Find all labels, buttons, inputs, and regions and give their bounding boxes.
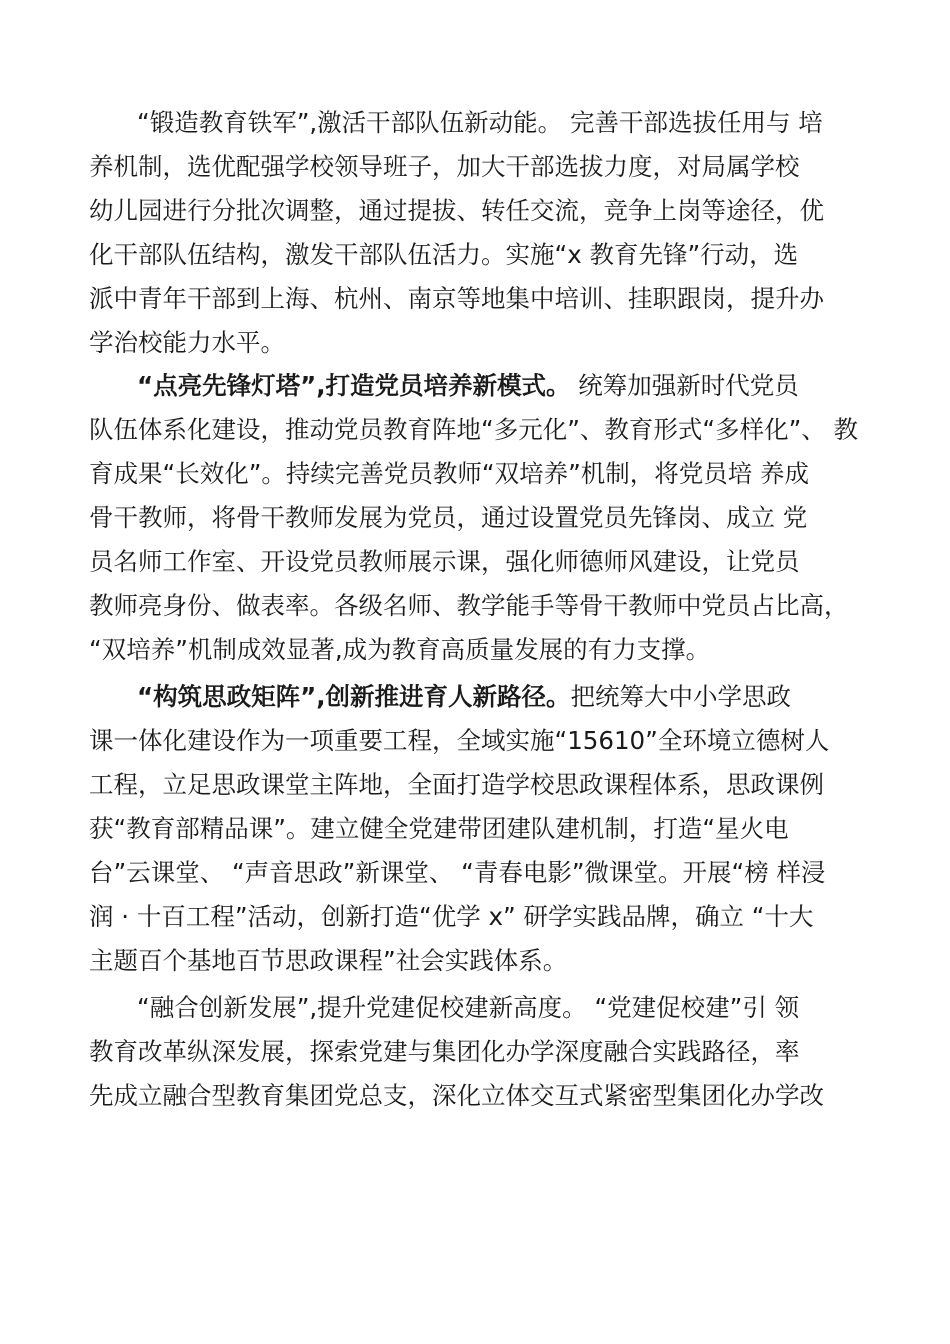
text-line: [89, 719, 829, 763]
text-line: [89, 321, 285, 365]
text-run: 获“教育部精品课”。建立健全党建带团建队建机制，打造“星火电: [89, 814, 789, 843]
paragraph-heading: “点亮先锋灯塔”,打造党员培养新模式。: [137, 371, 571, 400]
text-line: [89, 496, 807, 540]
text-run: 统筹加强新时代党员: [570, 371, 799, 400]
text-line: [89, 189, 824, 233]
text-run: 工程，立足思政课堂主阵地，全面打造学校思政课程体系，思政课例: [89, 770, 824, 799]
text-line: [137, 101, 823, 145]
text-run: 幼儿园进行分批次调整，通过提拔、转任交流，竞争上岗等途径，优: [89, 196, 824, 225]
paragraph-heading: “构筑思政矩阵”,创新推进育人新路径。: [137, 682, 571, 711]
text-run: 课一体化建设作为一项重要工程，全域实施“15610”全环境立德树人: [89, 726, 830, 755]
text-line: [89, 584, 849, 628]
text-run: 把统筹大中小学思政: [570, 682, 792, 711]
text-run: 学治校能力水平。: [89, 328, 285, 357]
text-line: [89, 851, 826, 895]
text-line: [89, 939, 567, 983]
text-run: 润 · 十百工程”活动，创新打造“优学 x” 研学实践品牌，确立 “十大: [89, 902, 814, 931]
text-line: [89, 763, 824, 807]
text-line: [137, 675, 791, 719]
text-line: [89, 628, 710, 672]
text-line: [89, 807, 789, 851]
text-line: [89, 1074, 824, 1118]
text-run: 员名师工作室、开设党员教师展示课，强化师德师风建设，让党员: [89, 547, 800, 576]
text-run: 队伍体系化建设，推动党员教育阵地“多元化”、教育形式“多样化”、 教: [89, 415, 859, 444]
text-run: 化干部队伍结构，激发干部队伍活力。实施“x 教育先锋”行动，选: [89, 240, 799, 269]
text-line: [89, 895, 814, 939]
text-run: 养机制，选优配强学校领导班子，加大干部选拔力度，对局属学校: [89, 152, 800, 181]
text-run: “双培养”机制成效显著,成为教育高质量发展的有力支撑。: [89, 635, 711, 664]
text-run: 派中青年干部到上海、杭州、南京等地集中培训、挂职跟岗，提升办: [89, 284, 824, 313]
text-run: 教师亮身份、做表率。各级名师、教学能手等骨干教师中党员占比高，: [89, 591, 849, 620]
text-run: “锻造教育铁军”,激活干部队伍新动能。 完善干部选拔任用与 培: [137, 108, 823, 137]
text-line: [89, 145, 800, 189]
text-line: [89, 452, 809, 496]
text-run: 主题百个基地百节思政课程”社会实践体系。: [89, 946, 568, 975]
text-run: 台”云课堂、 “声音思政”新课堂、 “青春电影”微课堂。开展“榜 样浸: [89, 858, 826, 887]
text-line: [89, 408, 858, 452]
text-run: “融合创新发展”,提升党建促校建新高度。 “党建促校建”引 领: [137, 993, 800, 1022]
text-line: [137, 986, 799, 1030]
text-line: [137, 364, 799, 408]
text-line: [89, 277, 824, 321]
text-line: [89, 540, 800, 584]
text-run: 骨干教师，将骨干教师发展为党员，通过设置党员先锋岗、成立 党: [89, 503, 808, 532]
text-run: 育成果“长效化”。持续完善党员教师“双培养”机制，将党员培 养成: [89, 459, 810, 488]
text-run: 教育改革纵深发展，探索党建与集团化办学深度融合实践路径，率: [89, 1037, 800, 1066]
text-run: 先成立融合型教育集团党总支，深化立体交互式紧密型集团化办学改: [89, 1081, 824, 1110]
text-line: [89, 233, 798, 277]
text-line: [89, 1030, 800, 1074]
